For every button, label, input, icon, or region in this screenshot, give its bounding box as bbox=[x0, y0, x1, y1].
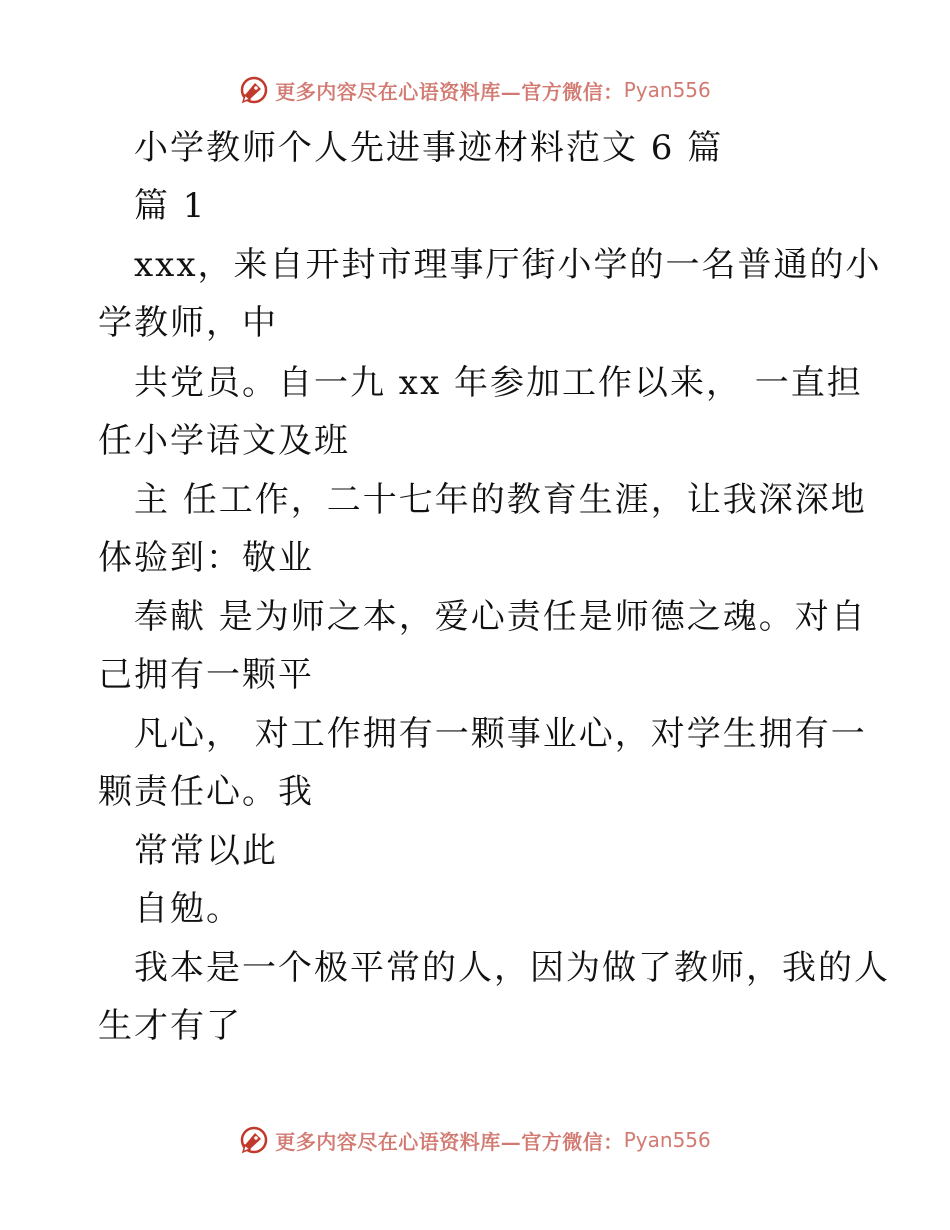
pen-logo-icon bbox=[239, 75, 269, 105]
paragraph-line: 常常以此 bbox=[134, 831, 278, 871]
banner-text: 更多内容尽在心语资料库—官方微信： bbox=[275, 1129, 624, 1154]
section-heading: 篇 1 bbox=[134, 186, 207, 226]
banner-contact: Pyan556 bbox=[623, 1128, 711, 1152]
header-banner bbox=[0, 70, 950, 110]
paragraph-line: 生才有了 bbox=[98, 1006, 242, 1046]
banner-contact: Pyan556 bbox=[623, 78, 711, 102]
document-title: 小学教师个人先进事迹材料范文 6 篇 bbox=[134, 128, 724, 168]
paragraph-line: 凡心， 对工作拥有一颗事业心，对学生拥有一 bbox=[134, 714, 867, 754]
banner-text: 更多内容尽在心语资料库—官方微信： bbox=[275, 79, 624, 104]
paragraph-line: 颗责任心。我 bbox=[98, 772, 314, 812]
paragraph-line: 主 任工作，二十七年的教育生涯，让我深深地 bbox=[134, 480, 867, 520]
paragraph-line: 学教师，中 bbox=[98, 303, 278, 343]
paragraph-line: 任小学语文及班 bbox=[98, 421, 350, 461]
pen-logo-icon bbox=[239, 1125, 269, 1155]
paragraph-line: 体验到：敬业 bbox=[98, 538, 314, 578]
paragraph-line: 己拥有一颗平 bbox=[98, 655, 314, 695]
paragraph-line: 自勉。 bbox=[134, 889, 242, 929]
paragraph-line: 共党员。自一九 xx 年参加工作以来， 一直担 bbox=[134, 363, 863, 403]
paragraph-line: 奉献 是为师之本，爱心责任是师德之魂。对自 bbox=[134, 597, 867, 637]
footer-banner bbox=[0, 1120, 950, 1160]
paragraph-line: 我本是一个极平常的人，因为做了教师，我的人 bbox=[134, 948, 890, 988]
paragraph-line: xxx，来自开封市理事厅街小学的一名普通的小 bbox=[134, 245, 882, 285]
